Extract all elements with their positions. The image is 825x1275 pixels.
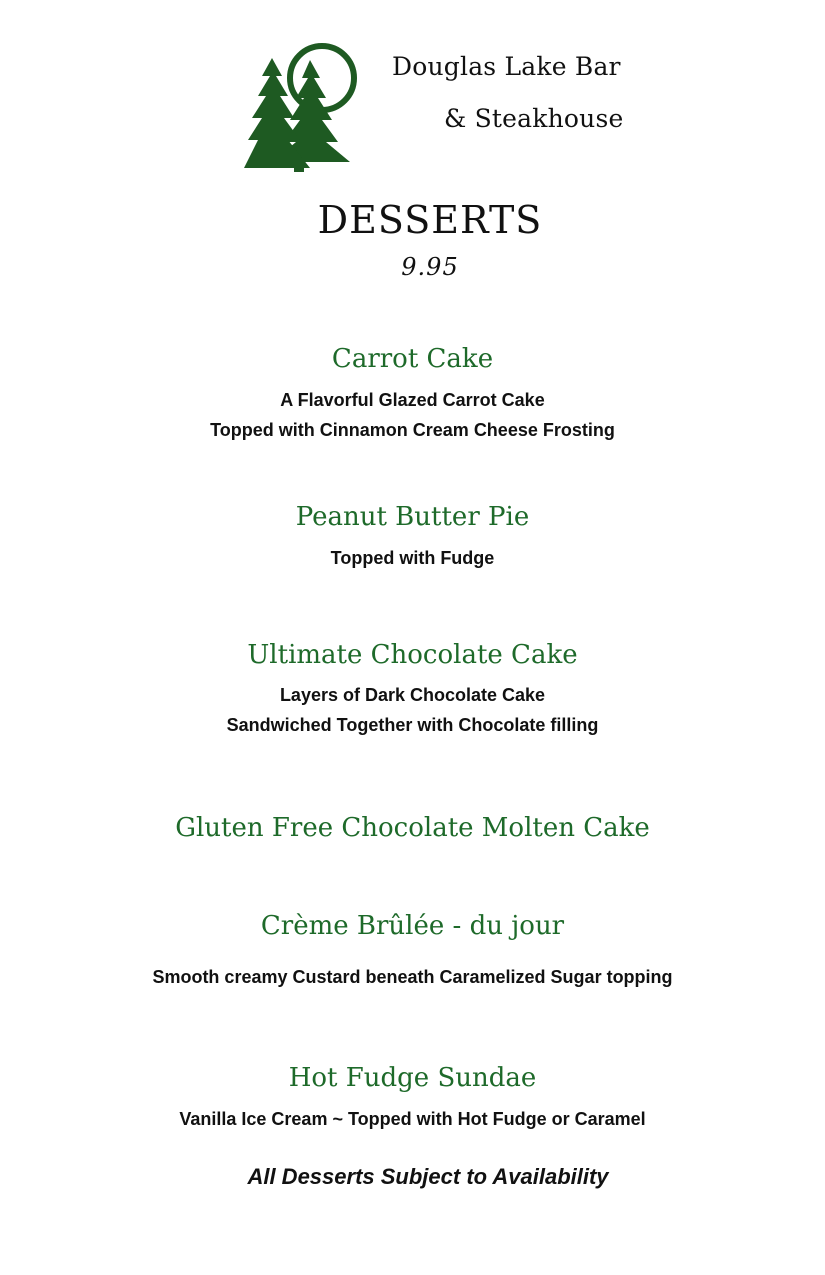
item-desc-peanut-butter-pie: Topped with Fudge (330, 548, 495, 568)
menu-price: 9.95 (401, 253, 459, 281)
item-name-gluten-free-chocolate-molten-cake: Gluten Free Chocolate Molten Cake (175, 813, 650, 843)
item-desc-carrot-cake-line1: A Flavorful Glazed Carrot Cake (280, 390, 545, 410)
item-desc-ultimate-chocolate-cake-line1: Layers of Dark Chocolate Cake (279, 685, 546, 705)
item-name-carrot-cake: Carrot Cake (331, 344, 494, 374)
item-desc-creme-brulee: Smooth creamy Custard beneath Caramelized Sugar topping (152, 967, 673, 987)
item-desc-ultimate-chocolate-cake-line2: Sandwiched Together with Chocolate filling (226, 715, 599, 735)
menu-title: DESSERTS (317, 198, 543, 242)
item-name-peanut-butter-pie: Peanut Butter Pie (295, 502, 530, 532)
item-name-hot-fudge-sundae: Hot Fudge Sundae (288, 1063, 537, 1093)
item-desc-carrot-cake-line2: Topped with Cinnamon Cream Cheese Frosting (210, 420, 615, 440)
restaurant-name-line2: & Steakhouse (444, 104, 624, 133)
pine-trees-moon-logo (240, 40, 365, 175)
restaurant-name-line1: Douglas Lake Bar (392, 52, 621, 81)
item-desc-hot-fudge-sundae: Vanilla Ice Cream ~ Topped with Hot Fudge or Caramel (179, 1109, 646, 1129)
availability-note: All Desserts Subject to Availability (247, 1164, 609, 1189)
pine-trees-icon (240, 40, 365, 175)
item-name-creme-brulee: Crème Brûlée - du jour (260, 911, 565, 941)
item-name-ultimate-chocolate-cake: Ultimate Chocolate Cake (247, 640, 578, 670)
